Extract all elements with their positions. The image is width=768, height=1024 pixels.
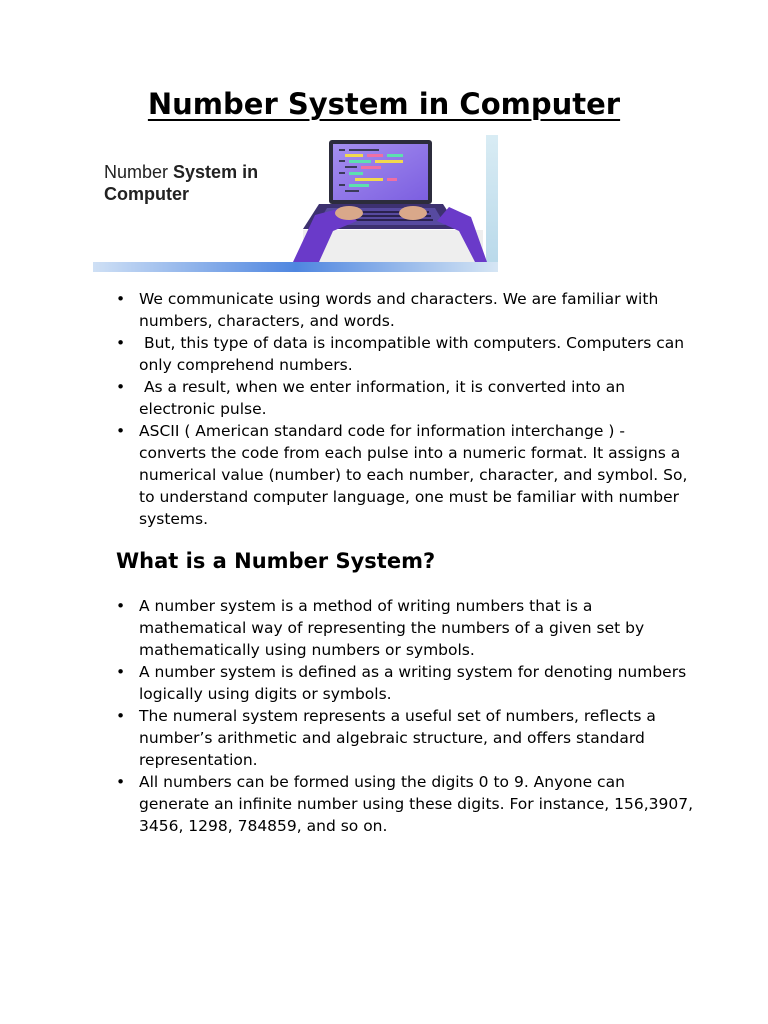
list-item: • A number system is defined as a writing system for denoting numbers logically using digits or symbols.	[116, 661, 696, 705]
section-bullet-list	[116, 595, 696, 837]
banner-caption-bold-1: System in	[173, 162, 259, 182]
banner-caption	[104, 161, 258, 205]
page-title: Number System in Computer	[147, 87, 621, 121]
list-item: • We communicate using words and characters. We are familiar with numbers, characters, and words.	[116, 288, 696, 332]
list-item: • A number system is a method of writing numbers that is a mathematical way of representing the numbers of a given set by mathematically using numbers or symbols.	[116, 595, 696, 661]
list-item: • The numeral system represents a useful set of numbers, reflects a number’s arithmetic and algebraic structure, and offers standard representation.	[116, 705, 696, 771]
intro-bullet-list	[116, 288, 696, 530]
list-item: • All numbers can be formed using the digits 0 to 9. Anyone can generate an infinite number using these digits. For instance, 156,3907, 3456, 1298, 784859, and so on.	[116, 771, 696, 837]
banner-caption-light: Number	[104, 162, 174, 182]
section-heading: What is a Number System?	[116, 549, 436, 573]
list-item: • As a result, when we enter information, it is converted into an electronic pulse.	[116, 376, 696, 420]
banner-caption-bold-2: Computer	[104, 184, 189, 204]
banner-image	[93, 135, 498, 272]
list-item: • But, this type of data is incompatible with computers. Computers can only comprehend numbers.	[116, 332, 696, 376]
list-item: • ASCII ( American standard code for information interchange ) - converts the code from each pulse into a numeric format. It assigns a numerical value (number) to each number, character, and symbol. So, to understand computer language, one must be familiar with number systems.	[116, 420, 696, 530]
